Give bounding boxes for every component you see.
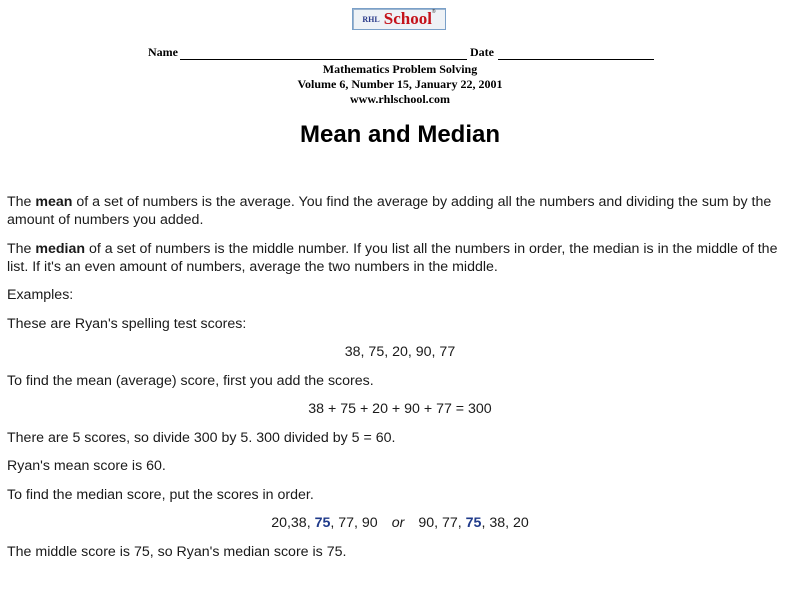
logo-rhl-text: RHL: [362, 14, 380, 24]
name-blank: [180, 59, 467, 60]
or-word: or: [391, 515, 405, 531]
median-def-pre: The: [7, 241, 36, 257]
date-blank: [498, 59, 654, 60]
rhl-school-logo: [352, 8, 446, 30]
ascending-pre: 20,38,: [271, 515, 315, 531]
subject-line: Mathematics Problem Solving: [322, 62, 478, 76]
descending-pre: 90, 77,: [418, 515, 466, 531]
scores-list: 38, 75, 20, 90, 77: [344, 344, 456, 360]
name-label: Name: [148, 45, 178, 59]
date-label: Date: [470, 45, 494, 59]
mean-definition: [7, 194, 793, 229]
ascending-post: , 77, 90: [330, 515, 378, 531]
examples-label: Examples:: [7, 287, 74, 303]
descending-median: 75: [465, 515, 482, 531]
site-line: www.rhlschool.com: [350, 92, 450, 106]
median-term: median: [35, 241, 86, 257]
logo-trademark: ®: [431, 9, 436, 15]
name-date-line: [148, 45, 654, 61]
publication-info: [0, 62, 800, 107]
median-def-post: of a set of numbers is the middle number. If you list all the numbers in order, the median is in the middle of the list. If it's an even amount of numbers, average the two numbers in the middle.: [7, 241, 778, 275]
scores-intro: These are Ryan's spelling test scores:: [7, 315, 247, 332]
ascending-median: 75: [314, 515, 331, 531]
median-definition: [7, 241, 793, 276]
logo-school-text: School: [383, 9, 432, 28]
issue-line: Volume 6, Number 15, January 22, 2001: [297, 77, 503, 91]
median-result: The middle score is 75, so Ryan's median score is 75.: [7, 543, 347, 560]
mean-step: To find the mean (average) score, first you add the scores.: [7, 372, 374, 389]
ordered-scores: [7, 515, 793, 533]
page-title: Mean and Median: [299, 121, 501, 148]
divide-text: There are 5 scores, so divide 300 by 5. 300 divided by 5 = 60.: [7, 429, 396, 446]
mean-def-pre: The: [7, 194, 36, 210]
median-step: To find the median score, put the scores in order.: [7, 486, 314, 503]
descending-post: , 38, 20: [481, 515, 529, 531]
sum-equation: 38 + 75 + 20 + 90 + 77 = 300: [308, 401, 492, 417]
lesson-body: [7, 194, 793, 561]
mean-def-post: of a set of numbers is the average. You find the average by adding all the numbers and dividing the sum by the amount of numbers you added.: [7, 194, 772, 228]
mean-term: mean: [35, 194, 73, 210]
mean-result: Ryan's mean score is 60.: [7, 458, 166, 474]
